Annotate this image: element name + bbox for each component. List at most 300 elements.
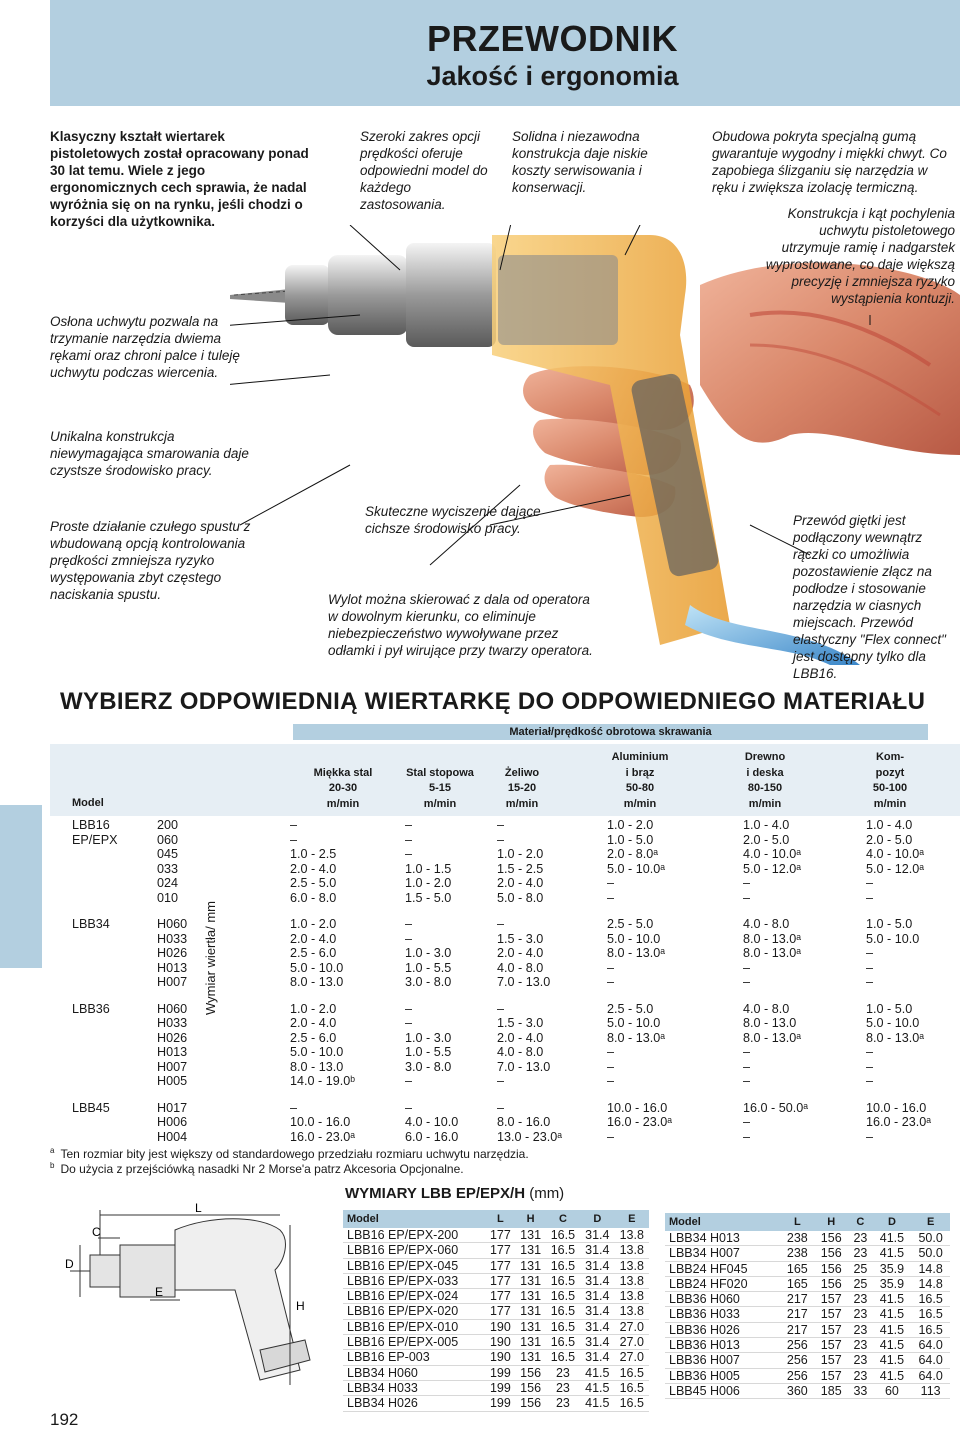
row-size: H005 [157,1074,188,1088]
row-value: 1.0 - 1.5 [405,861,452,876]
row-value: – [743,960,751,975]
dim-value: 16.5 [918,1292,943,1307]
row-value: – [405,1016,413,1030]
row-value: – [866,1074,874,1088]
dim-value: 177 [489,1258,511,1273]
caption-intro: Klasyczny kształt wiertarek pistoletowych został opracowany ponad 30 lat temu. Wiele z jego ergonomicznych cech sprawia, że nadal wyróżnia się on na rynku, jeśli chodzi o korzyści dla użytkownika. [50,129,309,229]
dim-value: 157 [820,1368,842,1383]
dim-value: 60 [884,1383,899,1398]
column-header-l4: m/min [326,797,360,810]
dim-value: 25 [853,1276,868,1291]
caption-speed: Szeroki zakres opcji prędkości oferuje odpowiedni model do każdego zastosowania. [360,129,488,212]
dim-value: 41.5 [879,1338,905,1353]
row-size: H006 [157,1115,188,1129]
dim-value: 41.5 [585,1380,610,1395]
model-header: Model [72,797,104,809]
column-header-l2: pozyt [875,766,905,779]
caption-solid: Solidna i niezawodna konstrukcja daje niskie koszty serwisowania i konserwacji. [512,129,648,195]
dim-model: LBB45 H006 [669,1383,740,1398]
dim-value: 41.5 [879,1307,905,1322]
dim-header: E [615,1210,649,1228]
column-header-l4: m/min [748,797,782,810]
dim-value: 131 [520,1243,542,1258]
row-value: 8.0 - 13.0ᵃ [743,931,801,946]
table-row [665,1276,950,1291]
dim-value: 190 [489,1335,511,1350]
column-header-l3: 50-80 [625,782,655,795]
dim-model: LBB16 EP/EPX-060 [347,1243,459,1258]
dim-value: 185 [820,1383,842,1398]
table-row [343,1380,649,1395]
row-value: – [866,890,874,905]
row-value: – [607,876,615,890]
row-size: 033 [157,861,179,876]
dim-value: 131 [520,1228,542,1242]
row-value: 10.0 - 16.0 [290,1115,351,1129]
dim-value: 16.5 [918,1322,943,1337]
dim-value: 16.5 [550,1228,576,1242]
row-size: 024 [157,876,179,890]
dim-value: 131 [520,1335,542,1350]
column-header-l3: 20-30 [328,782,358,795]
row-size: 045 [157,847,179,861]
row-value: 1.0 - 5.0 [866,917,913,931]
table-row [665,1261,950,1276]
dim-value: 16.5 [550,1289,576,1304]
row-value: 4.0 - 10.0ᵃ [866,847,924,861]
row-value: 1.0 - 5.0 [607,832,654,847]
row-value: 8.0 - 13.0 [290,1059,344,1074]
caption-exhaust: Wylot można skierować z dala od operatora w dowolnym kierunku, co eliminuje niebezpieczeństwo wywoływane przez odłamki i pył wirujące przy twarzy operatora. [328,592,593,658]
dim-value: 31.4 [585,1304,610,1319]
dim-value: 13.8 [619,1243,644,1258]
row-size: H026 [157,1030,188,1045]
row-value: 2.0 - 4.0 [497,1030,544,1045]
row-value: 5.0 - 10.0 [607,931,661,946]
dim-value: 23 [853,1307,868,1322]
row-model: LBB45 [72,1100,110,1115]
row-size: H007 [157,975,188,989]
column-header-l1: Kom- [875,751,905,763]
table-row [665,1353,950,1368]
row-size: 060 [157,832,179,847]
row-value: – [607,1074,615,1088]
row-value: 16.0 - 50.0ᵃ [743,1100,808,1115]
dim-value: 23 [853,1368,868,1383]
dim-value: 131 [520,1304,542,1319]
table-row [665,1231,950,1246]
dim-value: 35.9 [879,1276,905,1291]
dim-model: LBB36 H007 [669,1353,740,1368]
row-value: 7.0 - 13.0 [497,975,551,989]
row-value: – [743,1115,751,1129]
row-size: H004 [157,1129,188,1144]
row-value: 6.0 - 16.0 [405,1129,459,1144]
dim-model: LBB16 EP/EPX-045 [347,1258,459,1273]
dim-value: 31.4 [585,1350,610,1365]
column-header-l3: 15-20 [507,782,537,795]
dim-value: 165 [786,1261,808,1276]
dim-value: 217 [786,1322,808,1337]
row-value: – [290,832,298,847]
row-value: 4.0 - 8.0 [497,960,544,975]
row-size: H013 [157,960,188,975]
column-header-l3: 80-150 [747,782,783,795]
dim-value: 64.0 [918,1353,943,1368]
dimensions-table-2 [665,1213,950,1399]
row-value: 4.0 - 10.0ᵃ [743,847,801,861]
row-value: 8.0 - 13.0 [743,1016,797,1030]
row-value: 1.0 - 4.0 [743,818,790,832]
row-value: – [607,890,615,905]
dim-value: 131 [520,1258,542,1273]
table-row [665,1246,950,1261]
dim-value: 27.0 [619,1335,644,1350]
row-value: 8.0 - 13.0ᵃ [607,1030,665,1045]
dim-value: 13.8 [619,1289,644,1304]
dim-value: 64.0 [918,1368,943,1383]
dim-value: 16.5 [619,1396,644,1411]
dim-value: 16.5 [619,1380,644,1395]
row-value: – [607,1059,615,1074]
row-model: LBB34 [72,917,110,931]
row-value: 16.0 - 23.0ᵃ [607,1115,672,1129]
column-header-l4: m/min [873,797,907,810]
dim-value: 64.0 [918,1338,943,1353]
row-value: 2.5 - 5.0 [607,1001,654,1016]
row-model: LBB36 [72,1001,110,1016]
column-header-l3: 50-100 [872,782,908,795]
table-row [343,1319,649,1334]
dim-value: 13.8 [619,1304,644,1319]
dim-value: 16.5 [550,1258,576,1273]
dim-value: 157 [820,1322,842,1337]
dim-value: 157 [820,1353,842,1368]
row-value: – [405,1001,413,1016]
dim-value: 13.8 [619,1273,644,1288]
table-row [343,1304,649,1319]
row-value: 1.5 - 5.0 [405,890,452,905]
row-value: 4.0 - 8.0 [743,1001,790,1016]
caption-guard: Osłona uchwytu pozwala na trzymanie narzędzia dwiema rękami oraz chroni palce i tuleję uchwytu podczas wiercenia. [50,314,240,380]
row-value: 5.0 - 10.0 [607,1016,661,1030]
column-header-l2: i deska [746,766,784,779]
footnote-a-mark: a [50,1146,55,1155]
dim-value: 41.5 [879,1322,905,1337]
dim-value: 177 [489,1304,511,1319]
row-value: 5.0 - 12.0ᵃ [866,861,924,876]
dim-value: 27.0 [619,1319,644,1334]
dim-value: 23 [555,1396,570,1411]
row-value: – [497,1074,505,1088]
dim-value: 23 [853,1231,868,1245]
row-value: 5.0 - 10.0 [866,931,920,946]
row-value: 1.0 - 5.5 [405,1045,452,1059]
row-value: 2.5 - 5.0 [607,917,654,931]
dim-value: 165 [786,1276,808,1291]
dim-label-c: C [92,1225,101,1239]
dim-label-h: H [296,1299,305,1313]
row-value: 1.0 - 2.5 [290,847,337,861]
dim-value: 23 [853,1246,868,1261]
dim-value: 131 [520,1319,542,1334]
row-value: – [405,847,413,861]
dim-value: 25 [853,1261,868,1276]
dim-value: 13.8 [619,1228,644,1242]
dim-value: 156 [820,1261,842,1276]
dim-value: 177 [489,1243,511,1258]
row-value: – [866,975,874,989]
dim-value: 33 [853,1383,868,1398]
row-value: – [405,832,413,847]
dim-value: 23 [555,1380,570,1395]
row-value: 1.5 - 2.5 [497,861,544,876]
page-subtitle: Jakość i ergonomia [426,61,679,91]
dim-value: 16.5 [550,1319,576,1334]
dim-value: 190 [489,1319,511,1334]
footnote-b [50,1158,464,1177]
dim-value: 23 [853,1292,868,1307]
row-value: 1.0 - 3.0 [405,1030,452,1045]
dim-header: C [848,1213,872,1231]
row-value: – [743,1129,751,1144]
row-value: – [497,917,505,931]
row-value: – [743,1074,751,1088]
row-size: H060 [157,917,188,931]
table-row [343,1396,649,1411]
dim-value: 31.4 [585,1273,610,1288]
row-value: 2.0 - 5.0 [866,832,913,847]
dim-value: 41.5 [585,1365,610,1380]
row-value: – [607,975,615,989]
dim-model: LBB34 H013 [669,1231,740,1245]
row-value: 1.0 - 5.0 [866,1001,913,1016]
row-value: 1.5 - 3.0 [497,931,544,946]
dim-value: 41.5 [879,1231,905,1245]
row-value: – [866,960,874,975]
row-value: – [290,1100,298,1115]
table-row [343,1335,649,1350]
row-value: 14.0 - 19.0ᵇ [290,1074,355,1088]
dim-value: 256 [786,1368,808,1383]
side-tab [0,805,42,968]
row-value: 1.0 - 2.0 [405,876,452,890]
dim-header: D [580,1210,614,1228]
dim-model: LBB34 H007 [669,1246,740,1261]
dim-value: 41.5 [585,1396,610,1411]
dimensions-title-bold: WYMIARY LBB EP/EPX/H [345,1185,526,1202]
row-value: 1.0 - 3.0 [405,946,452,960]
table-row [343,1365,649,1380]
dim-value: 23 [555,1365,570,1380]
dim-model: LBB24 HF020 [669,1276,748,1291]
row-value: 8.0 - 13.0ᵃ [607,946,665,960]
row-size: 010 [157,890,179,905]
table-row [343,1289,649,1304]
table-row [665,1307,950,1322]
dim-label-d: D [65,1257,74,1271]
column-header-l2: Stal stopowa [406,766,474,779]
row-model: LBB16 [72,818,110,832]
dim-header: L [780,1213,814,1231]
table-row [665,1368,950,1383]
dim-value: 50.0 [918,1231,943,1245]
row-size: H013 [157,1045,188,1059]
dim-header: H [814,1213,848,1231]
row-value: 6.0 - 8.0 [290,890,337,905]
dim-value: 131 [520,1350,542,1365]
row-size: H033 [157,1016,188,1030]
column-header-l1: Drewno [744,751,786,763]
table-row [343,1350,649,1365]
row-value: 2.5 - 6.0 [290,1030,337,1045]
dim-model: LBB36 H026 [669,1322,740,1337]
dim-label-l: L [195,1201,202,1215]
row-value: 4.0 - 8.0 [743,917,790,931]
column-header-l3: 5-15 [428,782,452,795]
row-value: – [405,917,413,931]
row-value: 3.0 - 8.0 [405,975,452,989]
row-value: – [405,1100,413,1115]
dim-value: 31.4 [585,1289,610,1304]
dim-model: LBB34 H026 [347,1396,418,1411]
dim-value: 31.4 [585,1258,610,1273]
dim-header: H [516,1210,546,1228]
caption-rubber: Obudowa pokryta specjalną gumą gwarantuje wygodny i miękki chwyt. Co zapobiega ślizganiu się narzędzia w ręku i zwiększa izolację termiczną. [712,129,947,195]
table-row [665,1322,950,1337]
dim-header: Model [665,1213,780,1231]
dim-value: 16.5 [918,1307,943,1322]
row-value: 4.0 - 8.0 [497,1045,544,1059]
dim-value: 16.5 [550,1350,576,1365]
row-value: 2.5 - 5.0 [290,876,337,890]
dim-value: 131 [520,1289,542,1304]
row-value: – [405,818,413,832]
dim-value: 16.5 [619,1365,644,1380]
row-value: 13.0 - 23.0ᵃ [497,1129,562,1144]
row-value: 1.0 - 5.5 [405,960,452,975]
dim-value: 31.4 [585,1335,610,1350]
page-number: 192 [50,1410,79,1429]
caption-lube: Unikalna konstrukcja niewymagająca smarowania daje czystsze środowisko pracy. [50,429,249,478]
table-row [665,1383,950,1398]
dim-value: 238 [786,1246,808,1261]
row-value: 5.0 - 12.0ᵃ [743,861,801,876]
dim-value: 360 [786,1383,808,1398]
footnote-b-mark: b [50,1161,55,1170]
row-value: 5.0 - 10.0 [290,960,344,975]
row-value: 10.0 - 16.0 [607,1100,668,1115]
table-row [343,1258,649,1273]
caption-angle: Konstrukcja i kąt pochylenia uchwytu pistoletowego utrzymuje ramię i nadgarstek wyprostowane, co daje większą precyzję i zmniejsza ryzyko wystąpienia kontuzji. [765,206,955,306]
table-row [343,1273,649,1288]
row-value: 8.0 - 13.0ᵃ [743,1030,801,1045]
dim-value: 217 [786,1292,808,1307]
row-value: – [290,818,298,832]
column-header-l1: Aluminium [611,751,669,763]
row-value: – [866,946,874,960]
column-header-l2: Żeliwo [504,766,540,779]
row-value: 1.5 - 3.0 [497,1016,544,1030]
footnote-b-text: Do użycia z przejściówką nasadki Nr 2 Morse'a patrz Akcesoria Opcjonalne. [60,1162,464,1176]
dimension-drawing [60,1200,335,1400]
row-value: 8.0 - 16.0 [497,1115,551,1129]
dim-value: 41.5 [879,1246,905,1261]
section-title: WYBIERZ ODPOWIEDNIĄ WIERTARKĘ DO ODPOWIEDNIEGO MATERIAŁU [60,688,926,715]
dim-value: 177 [489,1273,511,1288]
dim-value: 50.0 [918,1246,943,1261]
row-value: 8.0 - 13.0ᵃ [866,1030,924,1045]
dim-model: LBB16 EP/EPX-200 [347,1228,459,1242]
column-header-l4: m/min [623,797,657,810]
caption-trigger: Proste działanie czułego spustu z wbudowaną opcją kontrolowania prędkości zmniejsza ryzyko występowania zbyt częstego naciskania spustu. [50,519,251,602]
row-value: 1.0 - 2.0 [290,1001,337,1016]
dim-header: Model [343,1210,485,1228]
column-header-l4: m/min [423,797,457,810]
dim-model: LBB34 H033 [347,1380,418,1395]
row-size: 200 [157,818,179,832]
row-value: – [743,890,751,905]
dim-model: LBB36 H013 [669,1338,740,1353]
row-value: – [607,960,615,975]
dim-value: 41.5 [879,1368,905,1383]
row-value: – [743,1045,751,1059]
row-value: – [866,1045,874,1059]
row-value: – [866,876,874,890]
row-value: 1.0 - 2.0 [497,847,544,861]
row-value: 5.0 - 8.0 [497,890,544,905]
dim-value: 31.4 [585,1228,610,1242]
row-value: – [405,931,413,946]
row-value: 2.0 - 4.0 [497,876,544,890]
dim-value: 199 [489,1396,511,1411]
row-value: – [866,1059,874,1074]
row-model: EP/EPX [72,832,118,847]
row-size: H033 [157,931,188,946]
dimensions-table-1 [343,1210,649,1412]
row-value: 2.0 - 4.0 [290,1016,337,1030]
dim-header: D [873,1213,912,1231]
row-value: 1.0 - 4.0 [866,818,913,832]
dim-value: 31.4 [585,1243,610,1258]
row-value: – [497,832,505,847]
row-value: 1.0 - 2.0 [607,818,654,832]
row-value: – [866,1129,874,1144]
row-value: 4.0 - 10.0 [405,1115,459,1129]
row-value: 2.0 - 4.0 [290,931,337,946]
dim-model: LBB36 H005 [669,1368,740,1383]
dim-value: 27.0 [619,1350,644,1365]
dim-label-e: E [155,1285,164,1299]
row-value: – [497,1001,505,1016]
dim-value: 156 [820,1276,842,1291]
dim-model: LBB36 H060 [669,1292,740,1307]
row-value: – [743,876,751,890]
row-size: H017 [157,1100,188,1115]
dim-value: 31.4 [585,1319,610,1334]
dim-model: LBB16 EP/EPX-024 [347,1289,459,1304]
row-value: – [405,1074,413,1088]
row-value: 10.0 - 16.0 [866,1100,927,1115]
column-header-l2: i brąz [625,766,655,779]
row-size: H060 [157,1001,188,1016]
dim-value: 35.9 [879,1261,905,1276]
dim-model: LBB16 EP/EPX-005 [347,1335,459,1350]
table-row [343,1228,649,1243]
row-value: 5.0 - 10.0ᵃ [607,861,665,876]
dim-header: L [485,1210,515,1228]
row-value: 2.0 - 8.0ᵃ [607,847,658,861]
